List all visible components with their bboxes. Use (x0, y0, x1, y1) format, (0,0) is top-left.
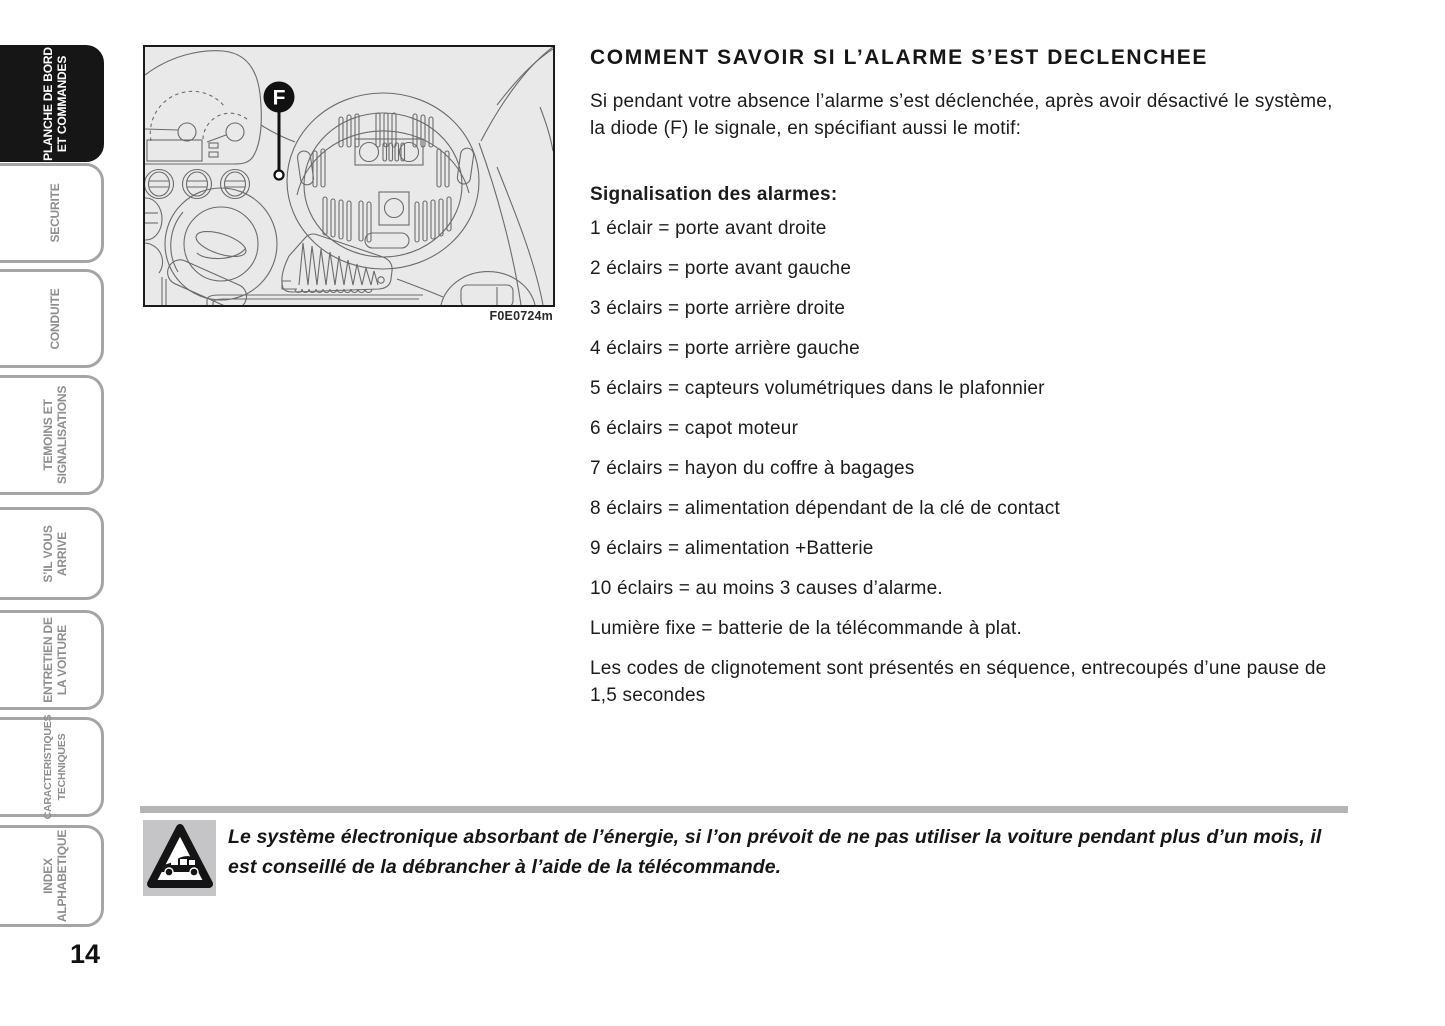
sidebar-tab-label: CONDUITE (48, 287, 62, 350)
outro-paragraph: Les codes de clignotement sont présentés en séquence, entrecoupés d’une pause de 1,5 secondes (590, 658, 1327, 706)
alarm-code-item: 2 éclairs = porte avant gauche (590, 258, 852, 279)
alarm-code-item: 7 éclairs = hayon du coffre à bagages (590, 458, 915, 479)
sidebar-tab-index[interactable] (0, 825, 104, 927)
separator-rule (140, 806, 1348, 813)
alarm-code-item: 3 éclairs = porte arrière droite (590, 298, 846, 319)
main-content (590, 45, 1350, 709)
marker-letter: F (272, 86, 286, 110)
alarm-code-item: 10 éclairs = au moins 3 causes d’alarme. (590, 578, 943, 599)
dashboard-illustration (145, 47, 553, 305)
sidebar-tab-conduite[interactable] (0, 269, 104, 368)
sidebar-tab-label: INDEX ALPHABETIQUE (41, 829, 69, 923)
sidebar-tab-label: TEMOINS ET SIGNALISATIONS (41, 385, 69, 485)
alarm-code-item: 6 éclairs = capot moteur (590, 418, 799, 439)
alarm-code-item: 4 éclairs = porte arrière gauche (590, 338, 860, 359)
sidebar-tab-label: SECURITE (48, 183, 62, 243)
sidebar-tab-sil-vous-arrive[interactable] (0, 507, 104, 600)
alarm-code-item: Lumière fixe = batterie de la télécommande à plat. (590, 618, 1022, 639)
figure-caption: F0E0724m (489, 309, 553, 323)
intro-paragraph: Si pendant votre absence l’alarme s’est déclenchée, après avoir désactivé le système, la diode (F) le signale, en spécifiant aussi le motif: (590, 91, 1333, 139)
alarm-code-item: 5 éclairs = capteurs volumétriques dans le plafonnier (590, 378, 1045, 399)
alarm-code-item: 9 éclairs = alimentation +Batterie (590, 538, 874, 559)
alarm-code-item: 1 éclair = porte avant droite (590, 218, 827, 239)
sidebar-tab-caracteristiques[interactable] (0, 714, 104, 820)
alarm-code-item: 8 éclairs = alimentation dépendant de la clé de contact (590, 498, 1060, 519)
sidebar-tab-label: CARACTERISTIQUES TECHNIQUES (42, 714, 68, 820)
sidebar-tab-label: PLANCHE DE BORD ET COMMANDES (41, 46, 69, 161)
sidebar-tab-securite[interactable] (0, 163, 104, 263)
page-number: 14 (70, 939, 101, 969)
warning-text: Le système électronique absorbant de l’énergie, si l’on prévoit de ne pas utiliser la voiture pendant plus d’un mois, il est conseillé de la débrancher à l’aide de la télécommande. (228, 826, 1322, 878)
led-marker (264, 82, 295, 180)
dashboard-figure (143, 45, 555, 307)
sidebar-tab-temoins[interactable] (0, 375, 104, 495)
car-warning-icon (143, 820, 216, 896)
sidebar-tab-planche-de-bord[interactable] (0, 45, 104, 162)
section-title: COMMENT SAVOIR SI L’ALARME S’EST DECLENCHEE (590, 46, 1208, 69)
sidebar-tab-label: S’IL VOUS ARRIVE (41, 524, 69, 583)
sidebar-tab-entretien[interactable] (0, 610, 104, 710)
sidebar-tab-label: ENTRETIEN DE LA VOITURE (41, 617, 69, 703)
alarm-code-list (590, 215, 1350, 642)
alarm-list-heading: Signalisation des alarmes: (590, 184, 838, 205)
